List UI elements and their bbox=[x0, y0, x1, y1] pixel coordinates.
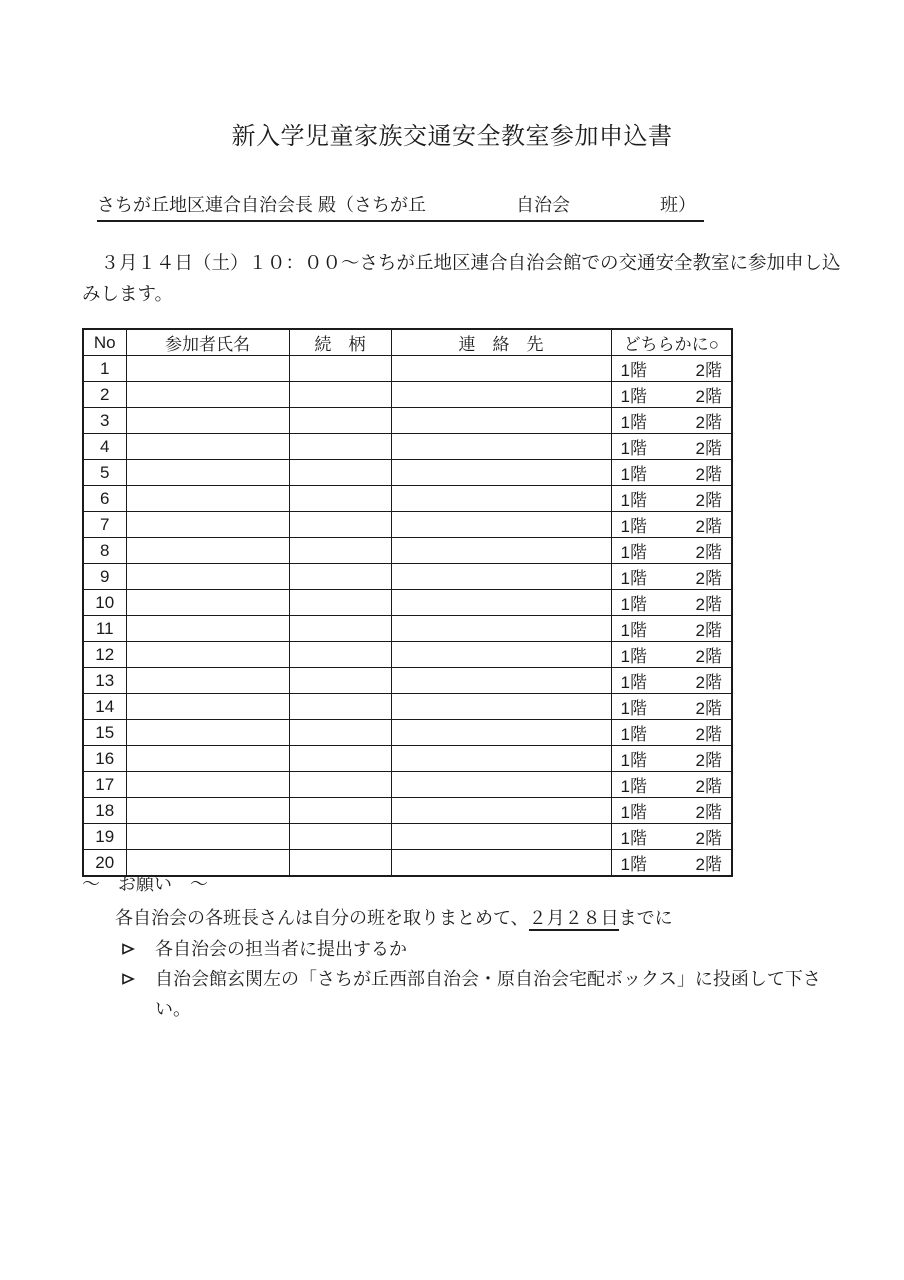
floor-choice-cell bbox=[611, 564, 732, 590]
row-number-cell: 17 bbox=[83, 772, 126, 798]
participant-name-cell bbox=[126, 408, 289, 434]
floor-1-option: 1階 bbox=[620, 699, 647, 718]
floor-2-option: 2階 bbox=[695, 621, 722, 640]
row-number-cell: 18 bbox=[83, 798, 126, 824]
floor-2-option: 2階 bbox=[695, 777, 722, 796]
row-number-cell: 2 bbox=[83, 382, 126, 408]
table-row bbox=[83, 694, 732, 720]
floor-choice bbox=[621, 824, 723, 849]
right-arrowhead-icon bbox=[120, 971, 136, 987]
table-row bbox=[83, 460, 732, 486]
relation-cell bbox=[289, 564, 391, 590]
salutation-line bbox=[97, 192, 704, 222]
page-title: 新入学児童家族交通安全教室参加申込書 bbox=[231, 123, 673, 150]
contact-cell bbox=[391, 434, 611, 460]
row-number-cell: 20 bbox=[83, 850, 126, 877]
notes-heading: ～ お願い ～ bbox=[82, 874, 208, 894]
header-cell-no: No bbox=[83, 329, 126, 356]
floor-2-option: 2階 bbox=[695, 387, 722, 406]
relation-cell bbox=[289, 824, 391, 850]
floor-choice bbox=[621, 746, 723, 771]
floor-choice-cell bbox=[611, 434, 732, 460]
floor-choice bbox=[621, 408, 723, 433]
floor-2-option: 2階 bbox=[695, 751, 722, 770]
table-row bbox=[83, 564, 732, 590]
floor-1-option: 1階 bbox=[620, 569, 647, 588]
contact-cell bbox=[391, 512, 611, 538]
contact-cell bbox=[391, 356, 611, 382]
participant-name-cell bbox=[126, 382, 289, 408]
floor-1-option: 1階 bbox=[620, 361, 647, 380]
floor-1-option: 1階 bbox=[620, 647, 647, 666]
relation-cell bbox=[289, 642, 391, 668]
header-cell-relation: 続 柄 bbox=[289, 329, 391, 356]
floor-choice bbox=[621, 538, 723, 563]
floor-choice-cell bbox=[611, 746, 732, 772]
header-cell-contact: 連 絡 先 bbox=[391, 329, 611, 356]
participant-name-cell bbox=[126, 824, 289, 850]
participant-name-cell bbox=[126, 460, 289, 486]
relation-cell bbox=[289, 694, 391, 720]
table-row bbox=[83, 772, 732, 798]
contact-cell bbox=[391, 382, 611, 408]
contact-cell bbox=[391, 668, 611, 694]
floor-1-option: 1階 bbox=[620, 595, 647, 614]
floor-choice-cell bbox=[611, 408, 732, 434]
relation-cell bbox=[289, 746, 391, 772]
table-row bbox=[83, 590, 732, 616]
floor-choice-cell bbox=[611, 486, 732, 512]
floor-choice bbox=[621, 382, 723, 407]
row-number-cell: 13 bbox=[83, 668, 126, 694]
floor-choice-cell bbox=[611, 668, 732, 694]
header-cell-choice: どちらかに○ bbox=[611, 329, 732, 356]
floor-2-option: 2階 bbox=[695, 413, 722, 432]
floor-choice bbox=[621, 356, 723, 381]
bullet-item bbox=[120, 934, 872, 964]
floor-1-option: 1階 bbox=[620, 673, 647, 692]
floor-choice-cell bbox=[611, 460, 732, 486]
table-row bbox=[83, 538, 732, 564]
floor-1-option: 1階 bbox=[620, 829, 647, 848]
bullet-text: 自治会館玄関左の「さちが丘西部自治会・原自治会宅配ボックス」に投函して下さい。 bbox=[155, 969, 821, 1019]
floor-2-option: 2階 bbox=[695, 699, 722, 718]
floor-choice-cell bbox=[611, 772, 732, 798]
floor-1-option: 1階 bbox=[620, 777, 647, 796]
relation-cell bbox=[289, 460, 391, 486]
floor-2-option: 2階 bbox=[695, 803, 722, 822]
table-row bbox=[83, 668, 732, 694]
contact-cell bbox=[391, 616, 611, 642]
floor-choice bbox=[621, 590, 723, 615]
row-number-cell: 3 bbox=[83, 408, 126, 434]
table-row bbox=[83, 356, 732, 382]
floor-2-option: 2階 bbox=[695, 673, 722, 692]
floor-choice bbox=[621, 486, 723, 511]
row-number-cell: 10 bbox=[83, 590, 126, 616]
relation-cell bbox=[289, 382, 391, 408]
floor-choice-cell bbox=[611, 512, 732, 538]
floor-choice bbox=[621, 564, 723, 589]
contact-cell bbox=[391, 824, 611, 850]
participant-name-cell bbox=[126, 720, 289, 746]
table-row bbox=[83, 382, 732, 408]
floor-1-option: 1階 bbox=[620, 439, 647, 458]
floor-2-option: 2階 bbox=[695, 491, 722, 510]
floor-1-option: 1階 bbox=[620, 725, 647, 744]
relation-cell bbox=[289, 798, 391, 824]
floor-1-option: 1階 bbox=[620, 855, 647, 874]
floor-choice-cell bbox=[611, 720, 732, 746]
participant-name-cell bbox=[126, 356, 289, 382]
contact-cell bbox=[391, 694, 611, 720]
floor-choice-cell bbox=[611, 382, 732, 408]
table-row bbox=[83, 720, 732, 746]
row-number-cell: 4 bbox=[83, 434, 126, 460]
participant-name-cell bbox=[126, 694, 289, 720]
contact-cell bbox=[391, 538, 611, 564]
floor-choice bbox=[621, 616, 723, 641]
floor-2-option: 2階 bbox=[695, 647, 722, 666]
participant-name-cell bbox=[126, 590, 289, 616]
table-header-row bbox=[83, 329, 732, 356]
table-row bbox=[83, 798, 732, 824]
contact-cell bbox=[391, 720, 611, 746]
relation-cell bbox=[289, 538, 391, 564]
participant-name-cell bbox=[126, 746, 289, 772]
floor-choice-cell bbox=[611, 798, 732, 824]
relation-cell bbox=[289, 590, 391, 616]
salutation-text: さちが丘地区連合自治会長 殿（さちが丘 自治会 班） bbox=[97, 192, 704, 222]
floor-choice-cell bbox=[611, 616, 732, 642]
floor-choice bbox=[621, 798, 723, 823]
floor-1-option: 1階 bbox=[620, 517, 647, 536]
row-number-cell: 8 bbox=[83, 538, 126, 564]
contact-cell bbox=[391, 408, 611, 434]
notes-intro bbox=[115, 904, 872, 932]
row-number-cell: 9 bbox=[83, 564, 126, 590]
table-row bbox=[83, 824, 732, 850]
floor-2-option: 2階 bbox=[695, 595, 722, 614]
floor-1-option: 1階 bbox=[620, 413, 647, 432]
floor-2-option: 2階 bbox=[695, 361, 722, 380]
notes-intro-prefix: 各自治会の各班長さんは自分の班を取りまとめて、 bbox=[115, 908, 529, 928]
relation-cell bbox=[289, 356, 391, 382]
floor-1-option: 1階 bbox=[620, 621, 647, 640]
contact-cell bbox=[391, 486, 611, 512]
participant-name-cell bbox=[126, 538, 289, 564]
floor-1-option: 1階 bbox=[620, 465, 647, 484]
floor-choice bbox=[621, 460, 723, 485]
deadline-text: ２月２８日 bbox=[529, 908, 619, 931]
relation-cell bbox=[289, 720, 391, 746]
relation-cell bbox=[289, 486, 391, 512]
participants-table bbox=[82, 328, 733, 877]
contact-cell bbox=[391, 460, 611, 486]
contact-cell bbox=[391, 798, 611, 824]
contact-cell bbox=[391, 642, 611, 668]
table-row bbox=[83, 434, 732, 460]
table-row bbox=[83, 746, 732, 772]
floor-2-option: 2階 bbox=[695, 439, 722, 458]
floor-2-option: 2階 bbox=[695, 725, 722, 744]
floor-choice bbox=[621, 668, 723, 693]
row-number-cell: 19 bbox=[83, 824, 126, 850]
participant-name-cell bbox=[126, 668, 289, 694]
participant-name-cell bbox=[126, 434, 289, 460]
floor-choice-cell bbox=[611, 356, 732, 382]
row-number-cell: 6 bbox=[83, 486, 126, 512]
floor-choice bbox=[621, 434, 723, 459]
notes-section bbox=[82, 870, 872, 1024]
participant-name-cell bbox=[126, 564, 289, 590]
header-cell-name: 参加者氏名 bbox=[126, 329, 289, 356]
table-row bbox=[83, 408, 732, 434]
contact-cell bbox=[391, 772, 611, 798]
floor-choice bbox=[621, 694, 723, 719]
table-row bbox=[83, 616, 732, 642]
floor-choice-cell bbox=[611, 590, 732, 616]
contact-cell bbox=[391, 564, 611, 590]
floor-1-option: 1階 bbox=[620, 543, 647, 562]
bullet-item bbox=[120, 964, 872, 1024]
participant-name-cell bbox=[126, 642, 289, 668]
row-number-cell: 5 bbox=[83, 460, 126, 486]
row-number-cell: 1 bbox=[83, 356, 126, 382]
right-arrowhead-icon bbox=[120, 941, 136, 957]
floor-2-option: 2階 bbox=[695, 517, 722, 536]
row-number-cell: 7 bbox=[83, 512, 126, 538]
floor-2-option: 2階 bbox=[695, 829, 722, 848]
floor-choice-cell bbox=[611, 642, 732, 668]
floor-2-option: 2階 bbox=[695, 569, 722, 588]
table-row bbox=[83, 512, 732, 538]
floor-2-option: 2階 bbox=[695, 855, 722, 874]
row-number-cell: 12 bbox=[83, 642, 126, 668]
relation-cell bbox=[289, 512, 391, 538]
relation-cell bbox=[289, 434, 391, 460]
floor-choice bbox=[621, 642, 723, 667]
floor-choice-cell bbox=[611, 538, 732, 564]
relation-cell bbox=[289, 408, 391, 434]
table-row bbox=[83, 642, 732, 668]
participant-name-cell bbox=[126, 616, 289, 642]
participant-name-cell bbox=[126, 772, 289, 798]
contact-cell bbox=[391, 746, 611, 772]
floor-1-option: 1階 bbox=[620, 491, 647, 510]
floor-choice bbox=[621, 720, 723, 745]
relation-cell bbox=[289, 616, 391, 642]
floor-choice bbox=[621, 772, 723, 797]
floor-choice bbox=[621, 512, 723, 537]
row-number-cell: 14 bbox=[83, 694, 126, 720]
notes-intro-suffix: までに bbox=[618, 908, 673, 928]
floor-1-option: 1階 bbox=[620, 751, 647, 770]
floor-2-option: 2階 bbox=[695, 543, 722, 562]
floor-1-option: 1階 bbox=[620, 387, 647, 406]
relation-cell bbox=[289, 668, 391, 694]
row-number-cell: 15 bbox=[83, 720, 126, 746]
row-number-cell: 11 bbox=[83, 616, 126, 642]
floor-choice-cell bbox=[611, 694, 732, 720]
participant-name-cell bbox=[126, 798, 289, 824]
floor-2-option: 2階 bbox=[695, 465, 722, 484]
contact-cell bbox=[391, 590, 611, 616]
floor-1-option: 1階 bbox=[620, 803, 647, 822]
intro-paragraph: ３月１４日（土）１０：００～さちが丘地区連合自治会館での交通安全教室に参加申し込みします。 bbox=[82, 252, 841, 304]
relation-cell bbox=[289, 772, 391, 798]
row-number-cell: 16 bbox=[83, 746, 126, 772]
bullet-text: 各自治会の担当者に提出するか bbox=[155, 939, 407, 959]
participant-name-cell bbox=[126, 486, 289, 512]
participant-name-cell bbox=[126, 512, 289, 538]
floor-choice-cell bbox=[611, 824, 732, 850]
table-row bbox=[83, 486, 732, 512]
